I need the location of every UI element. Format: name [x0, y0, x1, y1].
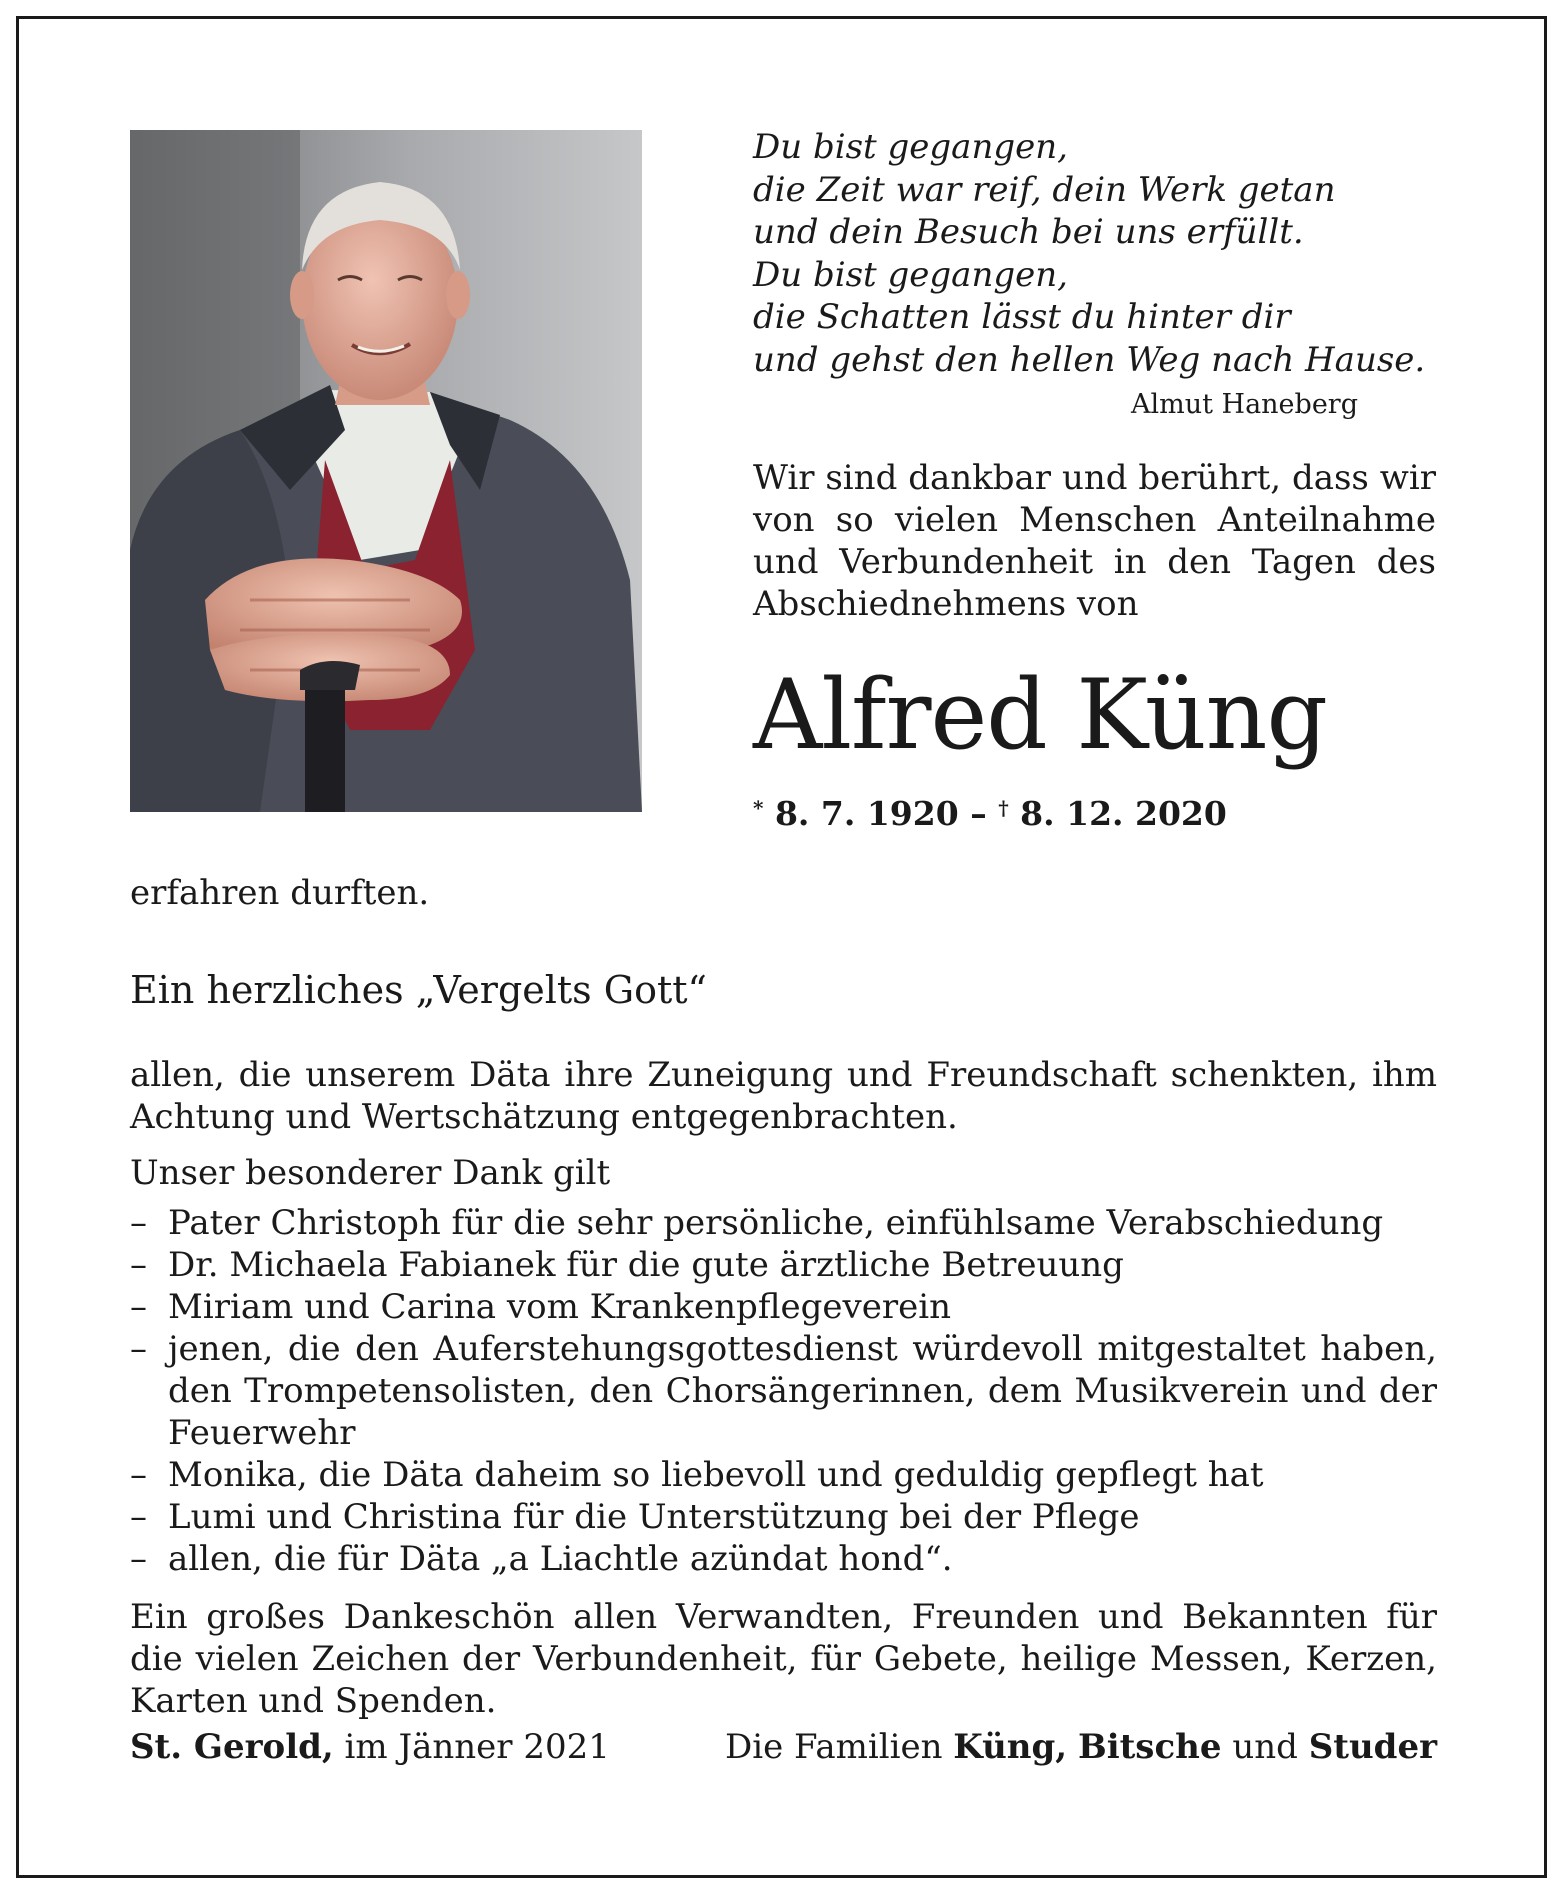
- intro-text: Wir sind dankbar und berührt, dass wir von so vielen Menschen Anteilnahme und Verbundenheit in den Tagen des Abschiednehmens von: [753, 458, 1436, 624]
- families-and: und: [1232, 1727, 1298, 1767]
- poem-line: Du bist gegangen,: [753, 127, 1068, 167]
- thanks-heading: Ein herzliches „Vergelts Gott“: [130, 968, 707, 1012]
- footer: [130, 1725, 1437, 1773]
- family-name: Studer: [1308, 1727, 1437, 1767]
- dank-list-item: – Lumi und Christina für die Unterstützung bei der Pflege: [130, 1496, 1437, 1538]
- poem-line: die Zeit war reif, dein Werk getan: [753, 169, 1336, 210]
- birth-symbol: *: [753, 796, 764, 820]
- dank-intro: Unser besonderer Dank gilt: [130, 1153, 611, 1193]
- death-date: 8. 12. 2020: [1020, 794, 1227, 833]
- poem-line: die Schatten lässt du hinter dir: [753, 297, 1291, 337]
- poem-line: Du bist gegangen,: [753, 254, 1068, 295]
- portrait-illustration: [130, 130, 642, 812]
- dank-list-item: – Pater Christoph für die sehr persönliche, einfühlsame Verabschiedung: [130, 1202, 1437, 1244]
- footer-place: St. Gerold,: [130, 1727, 334, 1767]
- birth-date: 8. 7. 1920: [774, 794, 959, 833]
- paragraph-2: Ein großes Dankeschön allen Verwandten, Freunden und Bekannten für die vielen Zeichen der Verbundenheit, für Gebete, heilige Messen, Kerzen, Karten und Spenden.: [130, 1597, 1437, 1721]
- deceased-name: Alfred Küng: [753, 659, 1327, 771]
- dank-list-item: – Dr. Michaela Fabianek für die gute ärztliche Betreuung: [130, 1244, 1437, 1286]
- dank-list-item: – Monika, die Däta daheim so liebevoll und geduldig gepflegt hat: [130, 1454, 1437, 1496]
- life-dates: [753, 786, 1227, 836]
- family-name: Küng,: [953, 1727, 1068, 1767]
- poem-author: Almut Haneberg: [1130, 389, 1358, 420]
- dank-list-item: – Miriam und Carina vom Krankenpflegeverein: [130, 1286, 1437, 1328]
- paragraph-1: allen, die unserem Däta ihre Zuneigung und Freundschaft schenkten, ihm Achtung und Wertschätzung entgegenbrachten.: [130, 1055, 1437, 1137]
- poem: [753, 126, 1443, 381]
- date-dash: –: [970, 794, 987, 833]
- families-prefix: Die Familien: [724, 1727, 943, 1767]
- poem-line: und gehst den hellen Weg nach Hause.: [753, 339, 1426, 380]
- continuation-text: erfahren durften.: [130, 873, 430, 913]
- poem-line: und dein Besuch bei uns erfüllt.: [753, 212, 1304, 252]
- portrait-photo: [130, 130, 642, 812]
- dank-list: [130, 1202, 1437, 1580]
- death-symbol: †: [998, 796, 1009, 820]
- dank-list-item: – jenen, die den Auferstehungsgottesdienst würdevoll mitgestaltet haben, den Trompetensolisten, den Chorsängerinnen, dem Musikverein und der Feuerwehr: [130, 1328, 1437, 1454]
- footer-families: [725, 1725, 1437, 1769]
- family-name: Bitsche: [1077, 1727, 1222, 1767]
- footer-date: im Jänner 2021: [344, 1727, 610, 1767]
- dank-list-item: – allen, die für Däta „a Liachtle azündat hond“.: [130, 1538, 1437, 1580]
- footer-place-date: [130, 1725, 610, 1769]
